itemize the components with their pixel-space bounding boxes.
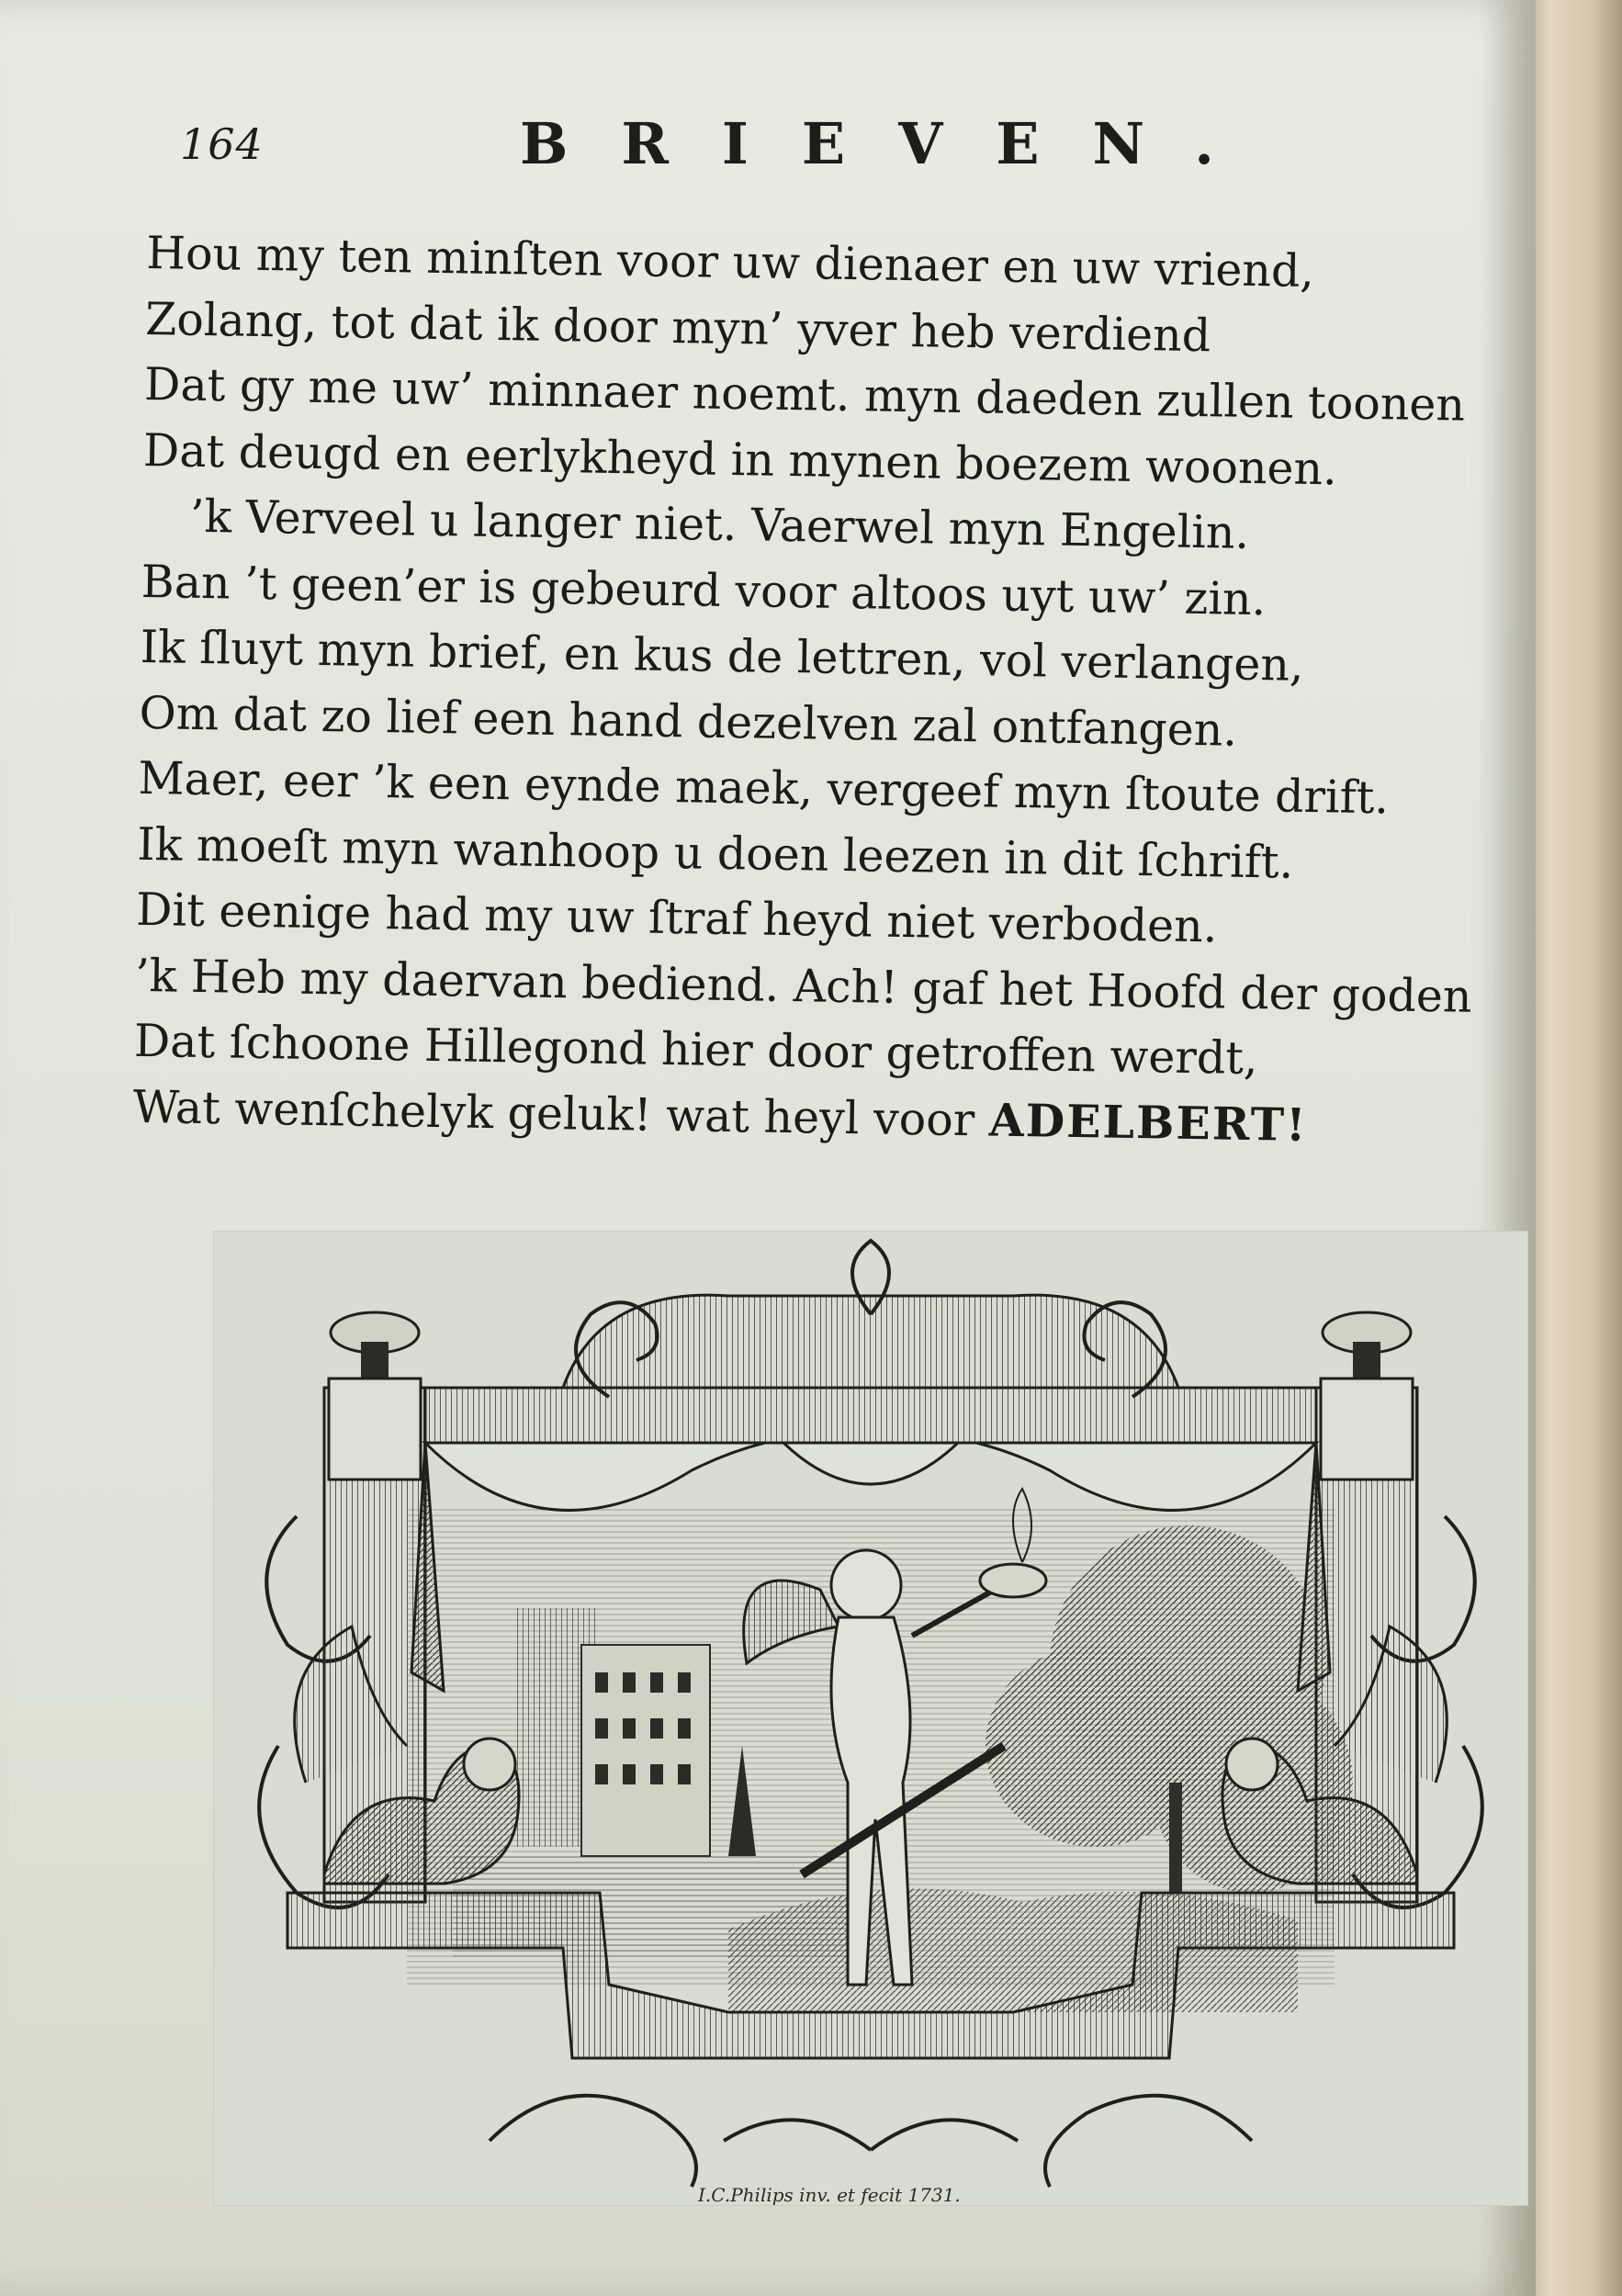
poem-line: ’k Heb my daervan bediend. Ach! gaf het Hoofd der goden: [134, 949, 1472, 1023]
poem-line: Ik ſluyt myn brief, en kus de lettren, vol verlangen,: [140, 620, 1304, 692]
page-number: 164: [180, 119, 264, 169]
poem-text: [132, 220, 1488, 1161]
last-line-text: Wat wenſchelyk geluk! wat heyl voor: [132, 1080, 990, 1147]
poem-line: Ik moeſt myn wanhoop u doen leezen in dit ſchrift.: [136, 817, 1294, 889]
engraver-imprint: I.C.Philips inv. et fecit 1731.: [698, 2184, 961, 2206]
poem-line: Hou my ten minſten voor uw dienaer en uw vriend,: [145, 226, 1315, 298]
running-head: [180, 110, 1374, 184]
page-title: BRIEVEN.: [520, 110, 1267, 177]
poem-line: Om dat zo lief een hand dezelven zal ontfangen.: [139, 686, 1238, 757]
poem-line: Dit eenige had my uw ſtraf heyd niet verboden.: [135, 883, 1218, 953]
poem-line: Maer, eer ’k een eynde maek, vergeef myn ſtoute drift.: [138, 751, 1390, 825]
poem-line: Dat deugd en eerlykheyd in mynen boezem woonen.: [142, 423, 1338, 495]
poem-line: ’k Verveel u langer niet. Vaerwel myn Engelin.: [189, 490, 1250, 559]
poem-line: Dat ſchoone Hillegond hier door getroffen werdt,: [133, 1014, 1258, 1086]
poem-line: Ban ’t geen’er is gebeurd voor altoos uyt uw’ zin.: [141, 555, 1267, 625]
engraving-illustration: [214, 1232, 1527, 2205]
poem-line: Dat gy me uw’ minnaer noemt. myn daeden zullen toonen: [143, 357, 1466, 432]
author-name: ADELBERT!: [988, 1093, 1309, 1152]
engraving-plate: [213, 1231, 1528, 2206]
poem-line: Zolang, tot dat ik door myn’ yver heb verdiend: [144, 292, 1211, 362]
